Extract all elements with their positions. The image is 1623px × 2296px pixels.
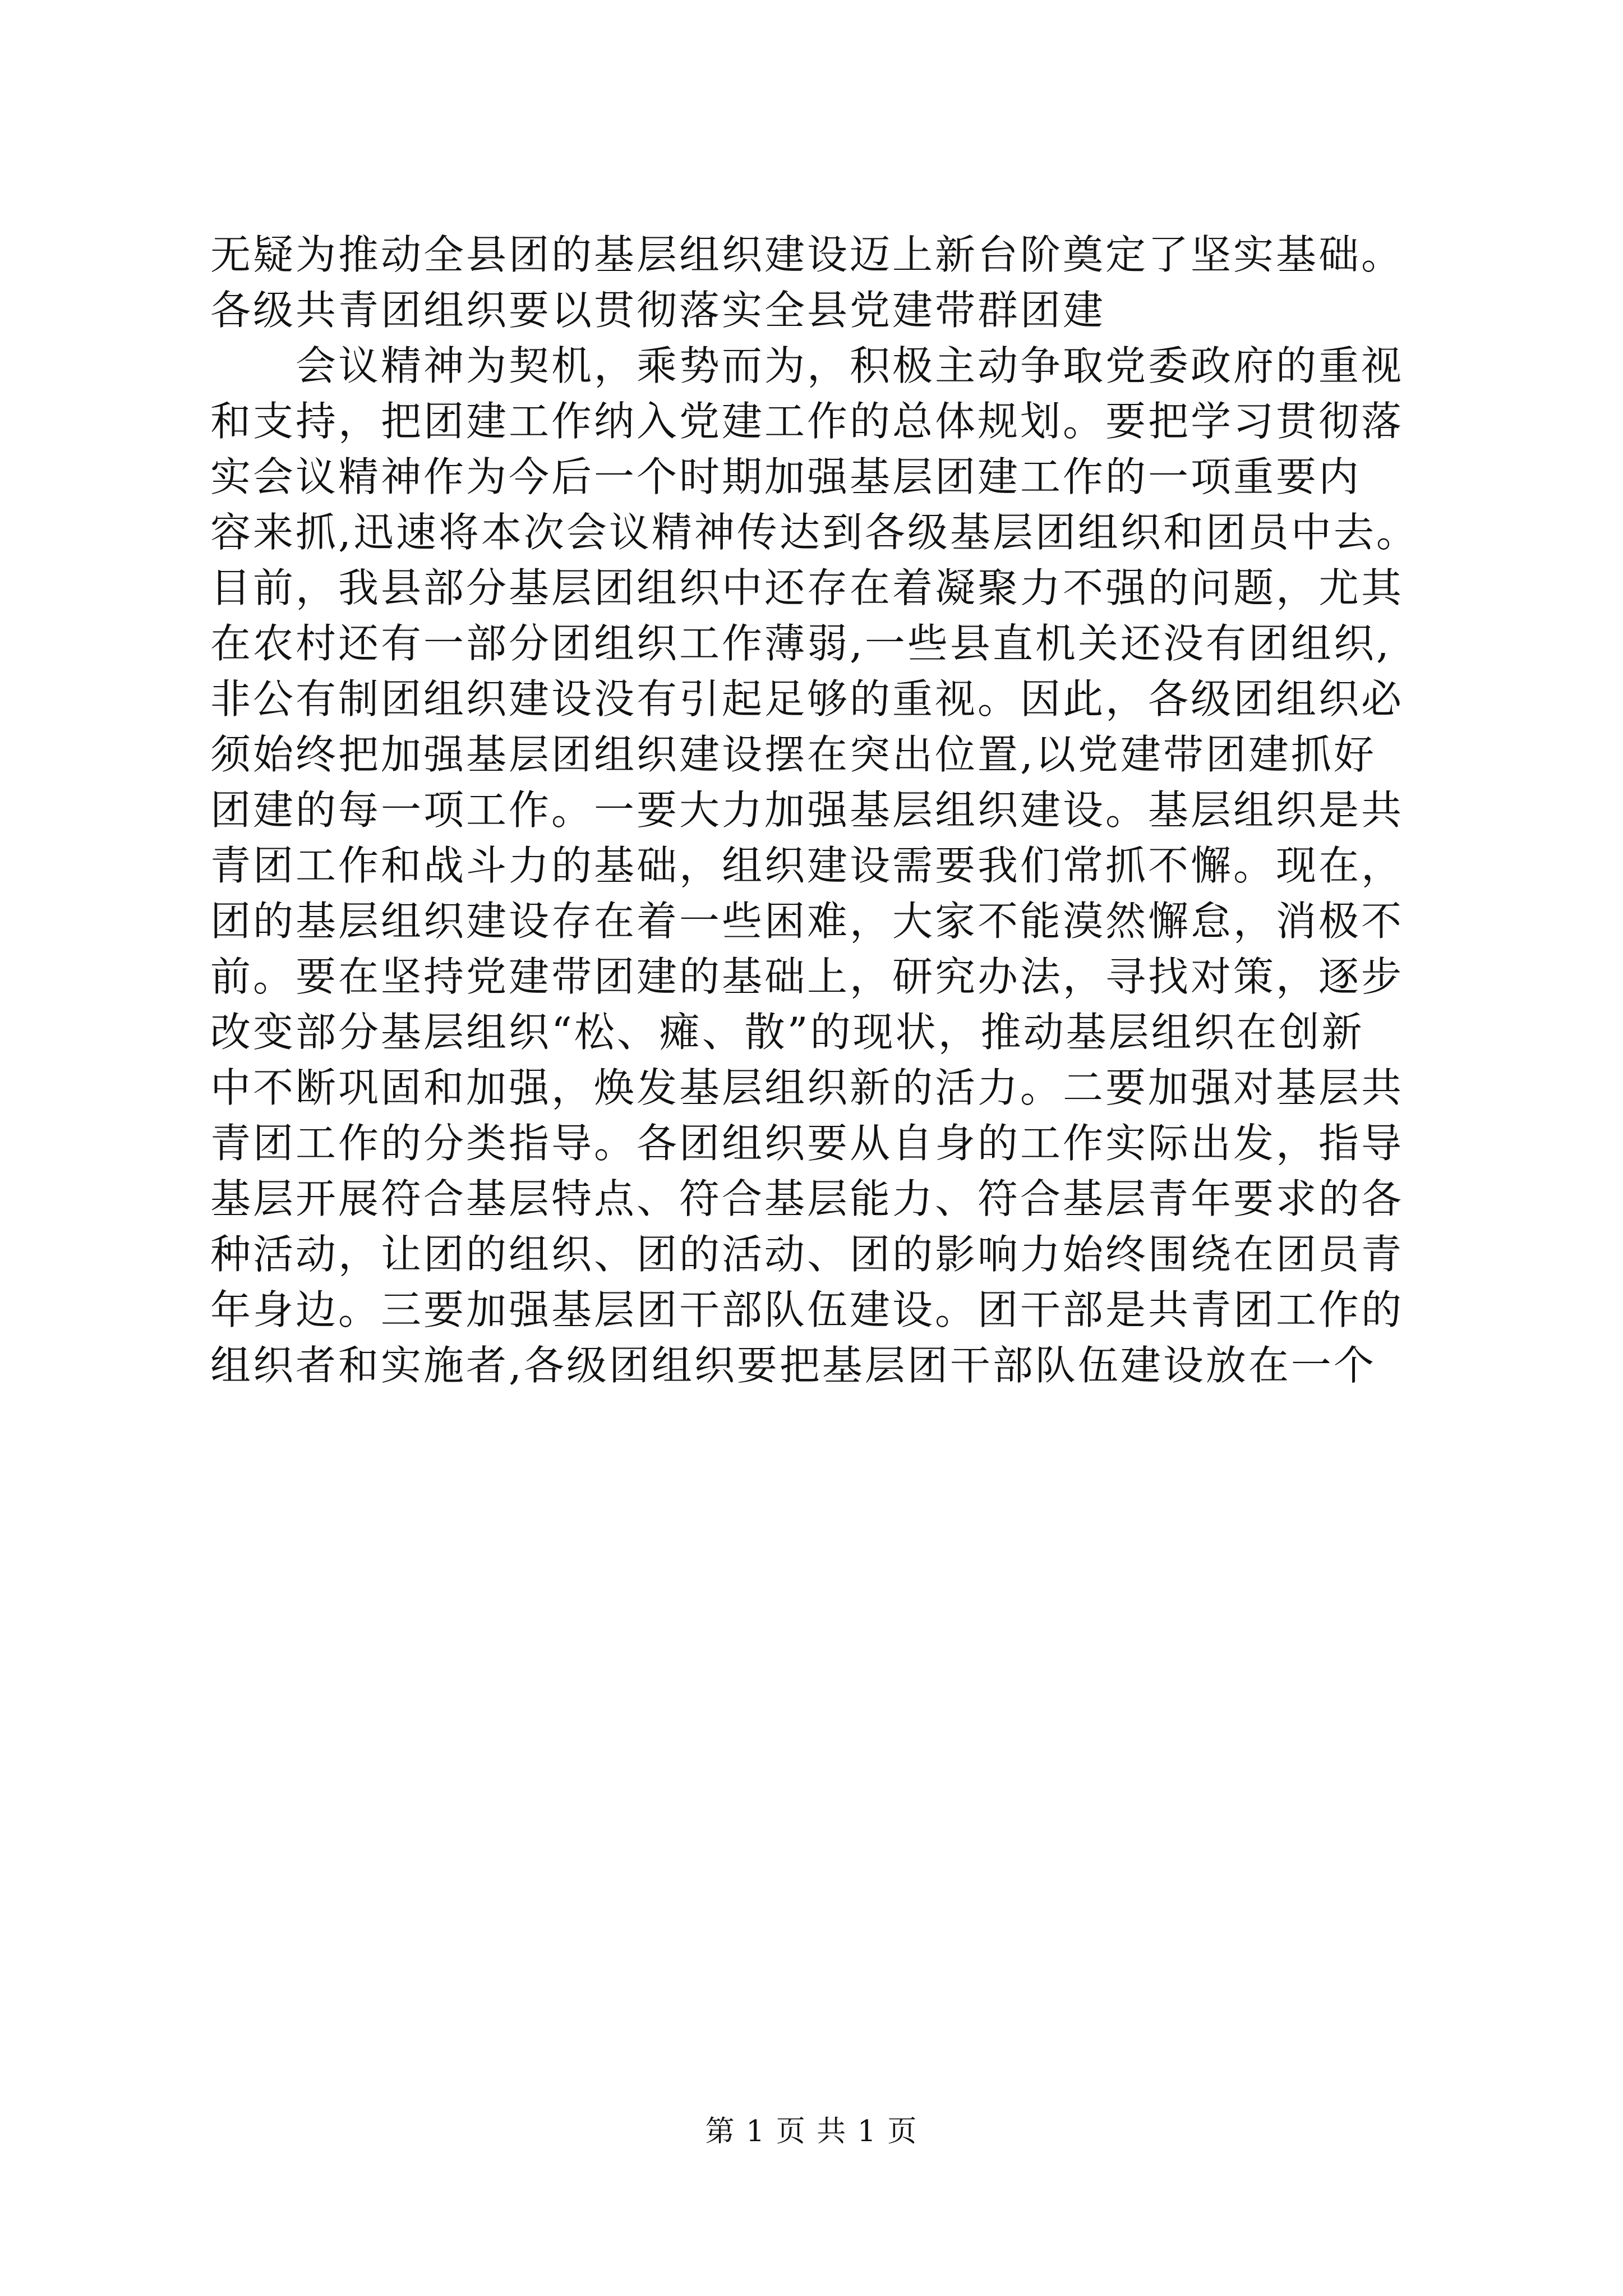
- text-line: 实会议精神作为今后一个时期加强基层团建工作的一项重要内: [210, 453, 1362, 500]
- text-line: 须始终把加强基层团组织建设摆在突出位置,以党建带团建抓好: [210, 731, 1376, 778]
- text-line: 会议精神为契机，乘势而为，积极主动争取党委政府的重视: [210, 342, 1404, 389]
- text-line: 基层开展符合基层特点、符合基层能力、符合基层青年要求的各: [210, 1175, 1404, 1222]
- text-line: 无疑为推动全县团的基层组织建设迈上新台阶奠定了坚实基础。: [210, 231, 1404, 278]
- text-line: 青团工作的分类指导。各团组织要从自身的工作实际出发，指导: [210, 1120, 1404, 1167]
- text-line: 种活动，让团的组织、团的活动、团的影响力始终围绕在团员青: [210, 1231, 1404, 1278]
- text-line: 改变部分基层组织“松、瘫、散”的现状，推动基层组织在创新: [210, 1009, 1364, 1056]
- page-number-footer: 第 1 页 共 1 页: [705, 2115, 918, 2148]
- body-text: [210, 227, 1422, 1393]
- text-line: 各级共青团组织要以贯彻落实全县党建带群团建: [210, 287, 1106, 334]
- text-line: 团的基层组织建设存在着一些困难，大家不能漠然懈怠，消极不: [210, 898, 1404, 945]
- text-line: 组织者和实施者,各级团组织要把基层团干部队伍建设放在一个: [210, 1342, 1376, 1389]
- text-line: 和支持，把团建工作纳入党建工作的总体规划。要把学习贯彻落: [210, 398, 1404, 445]
- text-line: 中不断巩固和加强，焕发基层组织新的活力。二要加强对基层共: [210, 1064, 1404, 1111]
- text-line: 年身边。三要加强基层团干部队伍建设。团干部是共青团工作的: [210, 1286, 1404, 1333]
- text-line: 目前，我县部分基层团组织中还存在着凝聚力不强的问题，尤其: [210, 564, 1404, 611]
- text-line: 非公有制团组织建设没有引起足够的重视。因此，各级团组织必: [210, 675, 1404, 723]
- text-line: 容来抓,迅速将本次会议精神传达到各级基层团组织和团员中去。: [210, 509, 1419, 556]
- text-line: 在农村还有一部分团组织工作薄弱,一些县直机关还没有团组织,: [210, 620, 1391, 667]
- text-line: 前。要在坚持党建带团建的基础上，研究办法，寻找对策，逐步: [210, 953, 1404, 1000]
- text-line: 青团工作和战斗力的基础，组织建设需要我们常抓不懈。现在，: [210, 842, 1404, 889]
- text-line: 团建的每一项工作。一要大力加强基层组织建设。基层组织是共: [210, 786, 1404, 834]
